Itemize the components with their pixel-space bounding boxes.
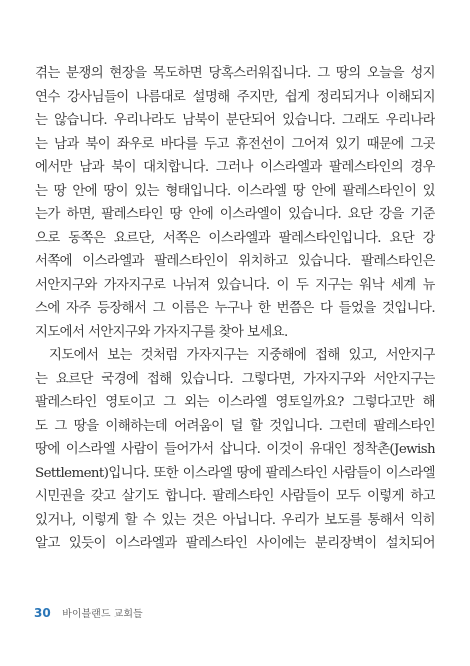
body-line: 는가 하면, 팔레스타인 땅 안에 이스라엘이 있습니다. 요단 강을 기준 <box>35 207 435 222</box>
page-number: 30 <box>34 606 51 620</box>
body-line: 는 않습니다. 우리나라도 남북이 분단되어 있습니다. 그래도 우리나라 <box>35 113 435 128</box>
body-line: 지도에서 서안지구와 가자지구를 찾아 보세요. <box>35 324 288 340</box>
body-line: 서안지구와 가자지구로 나뉘져 있습니다. 이 두 지구는 워낙 세계 뉴 <box>35 277 435 293</box>
body-line: Settlement)입니다. 또한 이스라엘 땅에 팔레스타인 사람들이 이스라엘 <box>35 465 435 481</box>
body-line: 땅에 이스라엘 사람이 들어가서 삽니다. 이것이 유대인 정착촌(Jewish <box>35 442 435 457</box>
body-line: 으로 동쪽은 요르단, 서쪽은 이스라엘과 팔레스타인입니다. 요단 강 <box>35 230 435 246</box>
body-line: 팔레스타인 영토이고 그 외는 이스라엘 영토일까요? 그렇다고만 해 <box>35 395 435 410</box>
body-line: 서쪽에 이스라엘과 팔레스타인이 위치하고 있습니다. 팔레스타인은 <box>35 254 435 269</box>
body-line: 도 그 땅을 이해하는데 어려움이 덜 할 것입니다. 그런데 팔레스타인 <box>35 418 435 434</box>
body-line: 는 땅 안에 땅이 있는 형태입니다. 이스라엘 땅 안에 팔레스타인이 있 <box>35 183 435 199</box>
body-line: 는 남과 북이 좌우로 바다를 두고 휴전선이 그어져 있기 때문에 그곳 <box>35 136 435 152</box>
book-title: 바이블랜드 교회들 <box>62 609 143 620</box>
body-line: 시민권을 갖고 살기도 합니다. 팔레스타인 사람들이 모두 이렇게 하고 <box>35 489 435 504</box>
body-line: 있거나, 이렇게 할 수 있는 것은 아닙니다. 우리가 보도를 통해서 익히 <box>35 512 435 528</box>
body-line: 알고 있듯이 이스라엘과 팔레스타인 사이에는 분리장벽이 설치되어 <box>35 536 435 551</box>
page-footer <box>34 606 143 622</box>
body-line: 스에 자주 등장해서 그 이름은 누구나 한 번쯤은 다 들었을 것입니다. <box>35 301 435 316</box>
body-line: 는 요르단 국경에 접해 있습니다. 그렇다면, 가자지구와 서안지구는 <box>35 371 435 387</box>
body-line: 겪는 분쟁의 현장을 목도하면 당혹스러워집니다. 그 땅의 오늘을 성지 <box>35 66 435 81</box>
body-line: 에서만 남과 북이 대치합니다. 그러나 이스라엘과 팔레스타인의 경우 <box>35 160 435 175</box>
page-body <box>35 62 435 556</box>
body-line: 연수 강사님들이 나름대로 설명해 주지만, 쉽게 정리되거나 이해되지 <box>35 89 435 105</box>
body-line: 지도에서 보는 것처럼 가자지구는 지중해에 접해 있고, 서안지구 <box>49 348 435 363</box>
